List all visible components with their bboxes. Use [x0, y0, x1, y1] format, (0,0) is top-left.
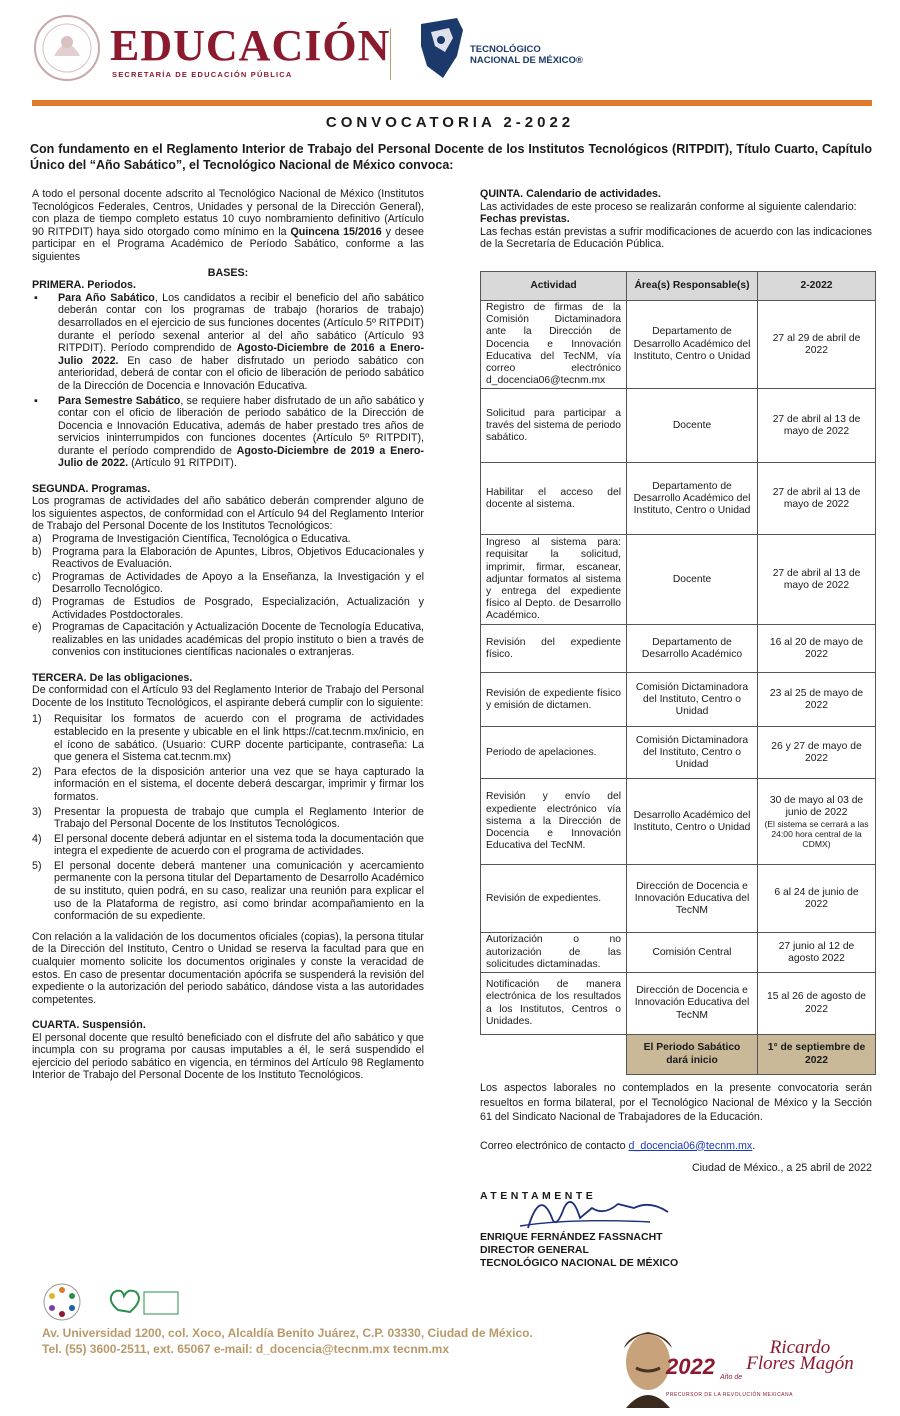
fecha-text: 30 de mayo al 03 de junio de 2022 [769, 794, 864, 818]
cell-area: Comisión Dictaminadora del Instituto, Centro o Unidad [627, 673, 758, 727]
contact-line: Correo electrónico de contacto d_docencia06@tecnm.mx. [480, 1139, 756, 1152]
place-date: Ciudad de México., a 25 abril de 2022 [691, 1162, 872, 1174]
obligacion-item [32, 833, 424, 858]
programa-marker: c) [32, 570, 41, 583]
cell-fecha [758, 535, 876, 625]
calendar-table [480, 271, 876, 1075]
bullet-semestre-sabatico: ▪ Para Semestre Sabático, se requiere haber disfrutado de un año sabático y contar con el oficio de liberación de periodo sabático de la Dirección de Docencia e Innovación Educativa, además de haber prestado tres años de servicios ininterrumpidos con funciones docentes (Artículo 5º RITPDIT), durante el período comprendido de Agosto-Diciembre de 2019 a Enero-Julio de 2022. (Artículo 91 RITPDIT). [32, 395, 424, 471]
fecha-text: 15 al 26 de agosto de 2022 [766, 991, 867, 1015]
edu-title: EDUCACIÓN [110, 21, 391, 70]
year-caption: PRECURSOR DE LA REVOLUCIÓN MEXICANA [666, 1392, 793, 1398]
cell-area: Docente [627, 389, 758, 463]
opening-paragraph: A todo el personal docente adscrito al Tecnológico Nacional de México (Institutos Tecnológicos Federales, Centros, Unidades y personal de la Dirección General), con plaza de tiempo completo estatus 10 cuyo nombramiento definitivo (Artículo 90 RITPDIT) haya sido otorgado como mínimo en la Quincena 15/2016 y desee participar en el Programa Académico de Período Sabático, conforme a las siguientes [32, 188, 424, 263]
cell-actividad: Periodo de apelaciones. [481, 727, 627, 779]
footer-address [42, 1325, 533, 1357]
quinta-heading: QUINTA. Calendario de actividades. [480, 188, 661, 200]
cell-actividad: Solicitud para participar a través del sistema de periodo sabático. [481, 389, 627, 463]
table-row [481, 727, 876, 779]
cell-area: Dirección de Docencia e Innovación Educativa del TecNM [627, 973, 758, 1035]
tercera-paragraph: De conformidad con el Artículo 93 del Reglamento Interior de Trabajo del Personal Docente de los Instituto Tecnológicos, el aspirante deberá cumplir con lo siguiente: [32, 684, 424, 709]
fecha-text: 27 de abril al 13 de mayo de 2022 [772, 413, 861, 437]
primera-heading: PRIMERA. Periodos. [32, 279, 136, 292]
cell-fecha [758, 389, 876, 463]
obligacion-marker: 2) [32, 765, 42, 778]
fechas-paragraph: Las fechas están previstas a sufrir modificaciones de acuerdo con las indicaciones de la Secretaría de Educación Pública. [480, 225, 872, 251]
programa-item [32, 621, 424, 659]
obligacion-item [32, 860, 424, 923]
cell-fecha [758, 727, 876, 779]
obligacion-text: Requisitar los formatos de acuerdo con el programa de actividades establecido en la presente y ubicable en el link https://cat.tecnm.mx/inicio, en el ícono de sabático. (Usuario: CURP docente participante, contraseña: La que genera el Sistema cat.tecnm.mx) [54, 713, 424, 764]
fecha-text: 27 al 29 de abril de 2022 [772, 332, 861, 356]
cell-actividad: Autorización o no autorización de las solicitudes dictaminadas. [481, 933, 627, 973]
programa-text: Programas de Capacitación y Actualización Docente de Tecnología Educativa, realizables en las unidades académicas del propio instituto o bien a través de convenios con instituciones científicas nacionales o extranjeras. [52, 621, 424, 659]
table-row [481, 779, 876, 865]
tecnm-name [470, 44, 583, 66]
primera-list [32, 292, 424, 470]
table-row [481, 301, 876, 389]
tecnm-name-line2: NACIONAL DE MÉXICO® [470, 55, 583, 66]
cell-area: Desarrollo Académico del Instituto, Centro o Unidad [627, 779, 758, 865]
page-header [32, 10, 872, 100]
fecha-text: 16 al 20 de mayo de 2022 [769, 636, 864, 660]
obligacion-item [32, 766, 424, 804]
fechas-heading: Fechas previstas. [480, 213, 570, 226]
cell-final-fecha: 1° de septiembre de 2022 [758, 1035, 876, 1075]
tercera-heading: TERCERA. De las obligaciones. [32, 671, 193, 684]
footer-logos [40, 1280, 190, 1324]
footer-contact-line: Tel. (55) 3600-2511, ext. 65067 e-mail: d_docencia@tecnm.mx tecnm.mx [42, 1342, 450, 1356]
obligacion-item [32, 806, 424, 831]
obligacion-marker: 3) [32, 805, 42, 818]
aspectos-paragraph: Los aspectos laborales no contemplados en la presente convocatoria serán resueltos en forma bilateral, por el Tecnológico Nacional de México y la Sección 61 del Sindicato Nacional de Trabajadores de la Educación. [480, 1082, 872, 1123]
signer-institution: TECNOLÓGICO NACIONAL DE MÉXICO [480, 1257, 679, 1269]
left-column [32, 188, 424, 1082]
cell-fecha [758, 301, 876, 389]
cell-area: Departamento de Desarrollo Académico [627, 625, 758, 673]
obligacion-marker: 1) [32, 713, 42, 726]
fecha-text: 26 y 27 de mayo de 2022 [771, 740, 862, 764]
cell-empty [481, 1035, 627, 1075]
cell-area: Dirección de Docencia e Innovación Educativa del TecNM [627, 865, 758, 933]
cell-area: Departamento de Desarrollo Académico del Instituto, Centro o Unidad [627, 301, 758, 389]
signature-block [480, 1190, 780, 1270]
programa-item [32, 596, 424, 621]
programas-list [32, 533, 424, 659]
cell-actividad: Notificación de manera electrónica de los resultados a los Institutos, Centros o Unidades. [481, 973, 627, 1035]
table-row-final [481, 1035, 876, 1075]
programa-item [32, 533, 424, 546]
intro-paragraph: Con fundamento en el Reglamento Interior de Trabajo del Personal Docente de los Institutos Tecnológicos (RITPDIT), Título Cuarto, Capítulo Único del “Año Sabático”, el Tecnológico Nacional de México convoca: [30, 142, 872, 172]
footer-address-line: Av. Universidad 1200, col. Xoco, Alcaldía Benito Juárez, C.P. 03330, Ciudad de México. [42, 1326, 533, 1340]
segunda-heading: SEGUNDA. Programas. [32, 482, 151, 495]
cell-fecha [758, 933, 876, 973]
cell-actividad: Revisión y envío del expediente electrónico vía sistema a la Dirección de Docencia e Innovación Educativa del TecNM. [481, 779, 627, 865]
fecha-note: (El sistema se cerrará a las 24:00 hora central de la CDMX) [764, 819, 869, 850]
fecha-text: 23 al 25 de mayo de 2022 [769, 687, 864, 711]
programa-text: Programas de Estudios de Posgrado, Especialización, Actualización y Actividades Postdoctorales. [52, 596, 424, 621]
header-divider [390, 28, 391, 80]
programa-marker: e) [32, 621, 42, 634]
table-row [481, 389, 876, 463]
cuarta-heading: CUARTA. Suspensión. [32, 1019, 146, 1031]
cell-actividad: Revisión de expediente físico y emisión de dictamen. [481, 673, 627, 727]
table-row [481, 625, 876, 673]
table-row [481, 673, 876, 727]
cell-actividad: Revisión del expediente físico. [481, 625, 627, 673]
cell-fecha [758, 973, 876, 1035]
year-anio: Año de [720, 1374, 743, 1381]
programa-text: Programas de Actividades de Apoyo a la Enseñanza, la Investigación y el Desarrollo Tecnológico. [52, 570, 424, 596]
cell-fecha [758, 779, 876, 865]
obligacion-text: El personal docente deberá adjuntar en el sistema toda la documentación que integra el expediente de acuerdo con el programa de actividades. [54, 832, 424, 858]
table-row [481, 463, 876, 535]
table-row [481, 535, 876, 625]
obligacion-text: El personal docente deberá mantener una comunicación y acercamiento permanente con la persona titular del Departamento de Desarrollo Académico de su instituto, quien podrá, en su caso, realizar una reunión para explicar el uso de la Plataforma de registro, así como brindar acompañamiento en la conformación de su expediente. [54, 859, 424, 923]
obligacion-item [32, 713, 424, 763]
fecha-text: 27 junio al 12 de agosto 2022 [778, 940, 855, 964]
orange-rule [32, 100, 872, 106]
sep-seal-logo [32, 12, 102, 84]
bullet-anio-sabatico: ▪ Para Año Sabático, Los candidatos a recibir el beneficio del año sabático deberán contar con los programas de trabajo (horarios de trabajo) desarrollados en el ejercicio de sus funciones docentes (Artículo 5º RITPDIT) durante el período sexenal anterior al del año sabático (Artículo 93 RITPDIT). Período comprendido de Agosto-Diciembre de 2016 a Enero-Julio 2022. En caso de haber disfrutado un periodo sabático con anterioridad, deberá de contar con el oficio de liberación de periodo sabático de la Dirección de Docencia e Innovación Educativa. [32, 292, 424, 393]
obligaciones-list [32, 713, 424, 923]
programa-item [32, 546, 424, 571]
table-row [481, 933, 876, 973]
bases-heading: BASES: [207, 266, 249, 279]
obligacion-marker: 4) [32, 832, 42, 845]
programa-marker: a) [32, 533, 42, 546]
programa-text: Programa de Investigación Científica, Tecnológica o Educativa. [52, 533, 351, 546]
atentamente: ATENTAMENTE [480, 1190, 597, 1202]
fecha-text: 6 al 24 de junio de 2022 [774, 886, 859, 910]
cell-fecha [758, 625, 876, 673]
cell-area: Docente [627, 535, 758, 625]
right-column [480, 188, 872, 251]
obligacion-marker: 5) [32, 859, 42, 872]
cell-actividad: Revisión de expedientes. [481, 865, 627, 933]
validacion-paragraph: Con relación a la validación de los documentos oficiales (copias), la persona titular de la Dirección del Instituto, Centro o Unidad se reserva la facultad para que en cualquier momento solicite los documentos originales y conste la veracidad de estos. En caso de presentar documentación apócrifa se suspenderá la revisión del expediente o la autorización del periodo sabático, dándose vista a las autoridades competentes. [32, 930, 424, 1006]
year-number: 2022 [666, 1354, 715, 1379]
calendar-body [481, 301, 876, 1075]
col-header-actividad: Actividad [481, 272, 627, 301]
cell-fecha [758, 673, 876, 727]
tecnm-name-line1: TECNOLÓGICO [470, 44, 541, 55]
cell-actividad: Ingreso al sistema para: requisitar la solicitud, imprimir, firmar, escanear, adjuntar formatos al sistema y entrega del expediente físico al Depto. de Desarrollo Académico. [481, 535, 627, 625]
programa-item [32, 571, 424, 596]
document-title: CONVOCATORIA 2-2022 [325, 114, 575, 131]
cuarta-paragraph: El personal docente que resultó beneficiado con el disfrute del año sabático y que incumpla con su programa por causas imputables a él, le será suspendido el ejercicio del periodo sabático en vigencia, en términos del Artículo 98 Reglamento Interior de Trabajo del Personal Docente de los Instituto Tecnológicos. [32, 1031, 424, 1082]
cell-fecha [758, 865, 876, 933]
cell-area: Comisión Central [627, 933, 758, 973]
table-row [481, 865, 876, 933]
signer-title: DIRECTOR GENERAL [480, 1244, 589, 1256]
fecha-text: 27 de abril al 13 de mayo de 2022 [772, 486, 861, 510]
fecha-text: 27 de abril al 13 de mayo de 2022 [772, 567, 861, 591]
obligacion-text: Presentar la propuesta de trabajo que cumpla el Reglamento Interior de Trabajo del Personal Docente de los Institutos Tecnológicos. [54, 805, 424, 831]
cell-actividad: Habilitar el acceso del docente al sistema. [481, 463, 627, 535]
programa-marker: b) [32, 545, 42, 558]
segunda-paragraph: Los programas de actividades del año sabático deberán comprender alguno de los siguientes aspectos, de conformidad con el Artículo 94 del Reglamento Interior de Trabajo del Personal Docente de los Institutos Tecnológicos: [32, 495, 424, 533]
col-header-area: Área(s) Responsable(s) [627, 272, 758, 301]
closing-section [480, 1081, 872, 1153]
programa-marker: d) [32, 596, 42, 608]
table-row [481, 973, 876, 1035]
quinta-paragraph: Las actividades de este proceso se realizarán conforme al siguiente calendario: [480, 200, 857, 213]
obligacion-text: Para efectos de la disposición anterior una vez que se haya capturado la información en el sistema, el docente deberá descargar, imprimir y firmar los formatos. [54, 765, 424, 803]
table-header-row [481, 272, 876, 301]
year-honoree: Ricardo Flores Magón [746, 1337, 854, 1374]
cell-area: Comisión Dictaminadora del Instituto, Centro o Unidad [627, 727, 758, 779]
cell-actividad: Registro de firmas de la Comisión Dictaminadora ante la Dirección de Docencia e Innovación Educativa del TecNM, vía correo electrónico d_docencia06@tecnm.mx [481, 301, 627, 389]
programa-text: Programa para la Elaboración de Apuntes, Libros, Objetivos Educacionales y Reactivos de Evaluación. [52, 545, 424, 571]
cell-fecha [758, 463, 876, 535]
cell-area: Departamento de Desarrollo Académico del Instituto, Centro o Unidad [627, 463, 758, 535]
col-header-periodo: 2-2022 [758, 272, 876, 301]
cell-final-area: El Periodo Sabático dará inicio [627, 1035, 758, 1075]
signer-name: ENRIQUE FERNÁNDEZ FASSNACHT [480, 1231, 663, 1243]
contact-email-link[interactable]: d_docencia06@tecnm.mx [628, 1139, 753, 1152]
edu-subtitle: SECRETARÍA DE EDUCACIÓN PÚBLICA [112, 70, 293, 79]
